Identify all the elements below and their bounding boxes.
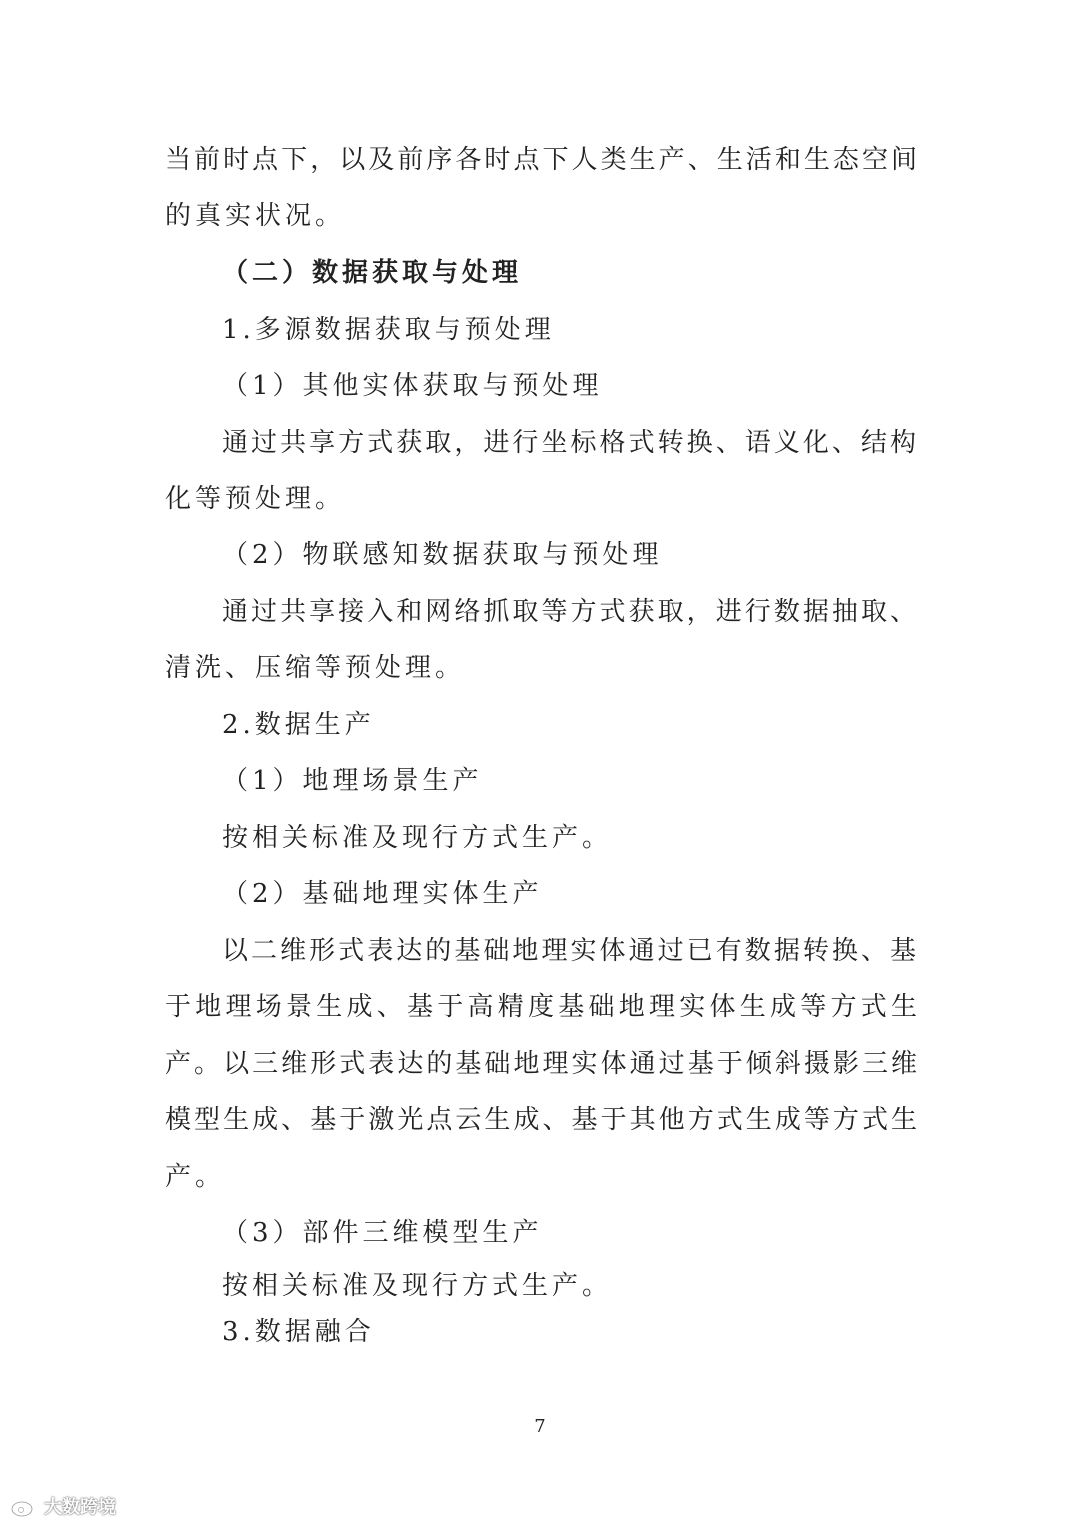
subsection-heading: 3.数据融合 bbox=[222, 1317, 375, 1347]
body-line: 清洗、压缩等预处理。 bbox=[165, 653, 466, 683]
section-heading: （二）数据获取与处理 bbox=[222, 258, 523, 288]
body-line: 按相关标准及现行方式生产。 bbox=[222, 1271, 613, 1301]
item-heading: （2）物联感知数据获取与预处理 bbox=[222, 540, 663, 570]
page-number: 7 bbox=[534, 1416, 546, 1437]
body-line: 通过共享接入和网络抓取等方式获取，进行数据抽取、 bbox=[222, 597, 916, 627]
subsection-heading: 1.多源数据获取与预处理 bbox=[222, 315, 555, 345]
item-heading: （1）地理场景生产 bbox=[222, 766, 483, 796]
body-line: 以二维形式表达的基础地理实体通过已有数据转换、基 bbox=[222, 936, 916, 966]
item-heading: （2）基础地理实体生产 bbox=[222, 879, 543, 909]
weibo-logo-icon bbox=[10, 1494, 40, 1518]
watermark bbox=[10, 1493, 116, 1519]
subsection-heading: 2.数据生产 bbox=[222, 710, 375, 740]
item-heading: （3）部件三维模型生产 bbox=[222, 1218, 543, 1248]
body-line: 的真实状况。 bbox=[165, 201, 346, 231]
body-line: 按相关标准及现行方式生产。 bbox=[222, 823, 613, 853]
body-line: 模型生成、基于激光点云生成、基于其他方式生成等方式生 bbox=[165, 1105, 917, 1135]
body-line: 产。以三维形式表达的基础地理实体通过基于倾斜摄影三维 bbox=[165, 1049, 917, 1079]
body-line: 通过共享方式获取，进行坐标格式转换、语义化、结构 bbox=[222, 428, 916, 458]
body-line: 当前时点下，以及前序各时点下人类生产、生活和生态空间 bbox=[165, 145, 917, 175]
body-line: 产。 bbox=[165, 1162, 226, 1192]
body-line: 于地理场景生成、基于高精度基础地理实体生成等方式生 bbox=[165, 992, 917, 1022]
watermark-text: 大数跨境 bbox=[44, 1497, 116, 1518]
body-line: 化等预处理。 bbox=[165, 484, 346, 514]
item-heading: （1）其他实体获取与预处理 bbox=[222, 371, 603, 401]
